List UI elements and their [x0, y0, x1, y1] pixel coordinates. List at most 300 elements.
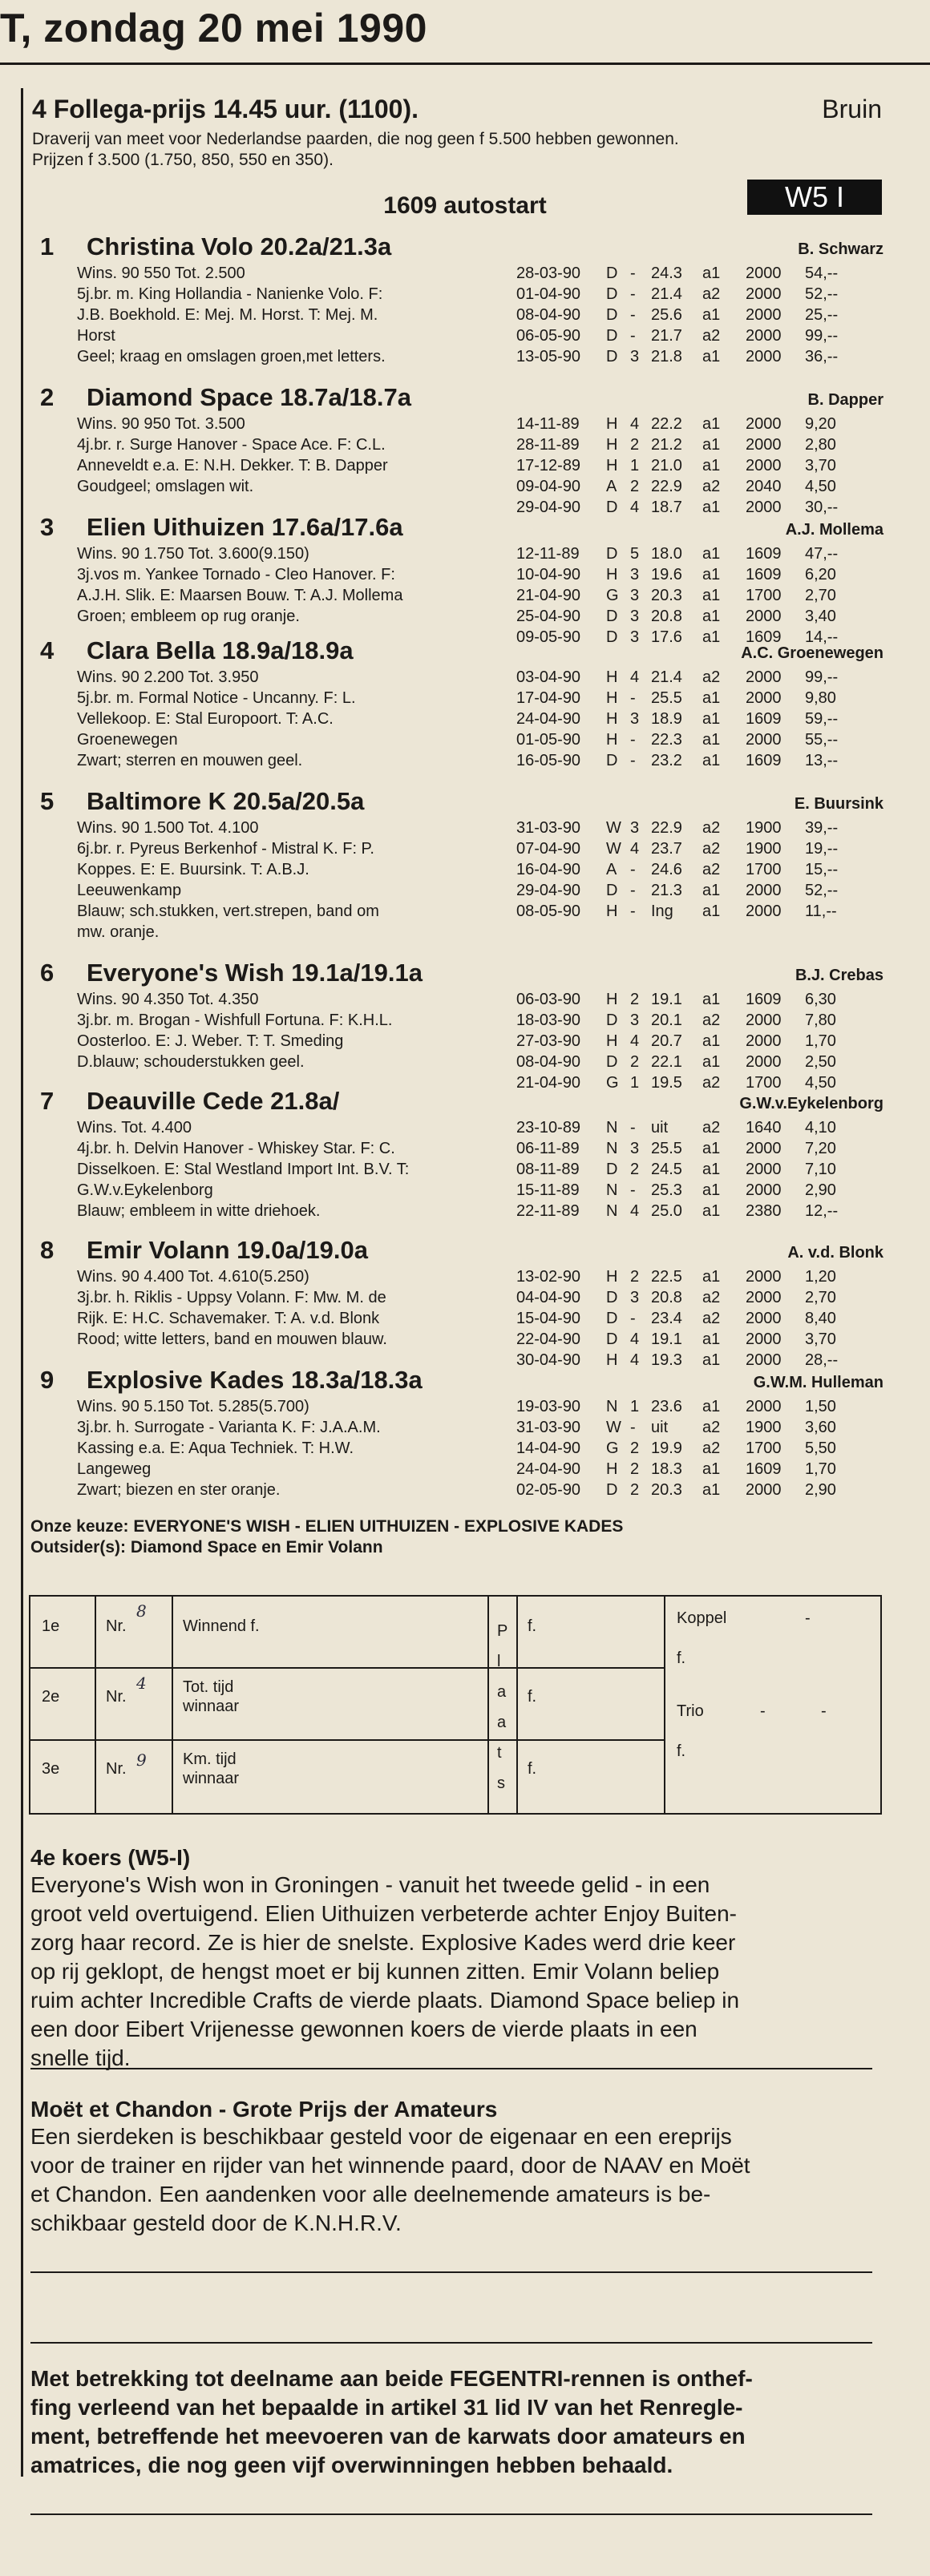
result-odds: 1,70	[805, 1032, 836, 1050]
result-track: G	[606, 1439, 619, 1457]
result-cls: a2	[702, 285, 721, 303]
entry-header	[40, 511, 884, 543]
result-row	[516, 564, 884, 585]
driver-name: A. v.d. Blonk	[787, 1244, 884, 1262]
result-odds: 4,50	[805, 478, 836, 495]
result-odds: 1,20	[805, 1268, 836, 1286]
driver-name: G.W.M. Hulleman	[753, 1374, 884, 1391]
result-track: W	[606, 1419, 621, 1436]
koppel-label: Koppel	[677, 1609, 727, 1627]
result-pos: 4	[630, 1202, 640, 1220]
result-odds: 2,50	[805, 1053, 836, 1071]
past-results	[516, 1396, 884, 1500]
race-review	[30, 1845, 888, 2073]
result-dist: 2000	[746, 668, 782, 686]
result-cls: a1	[702, 1202, 721, 1220]
place-2-handwritten-number: 4	[136, 1674, 147, 1693]
result-row	[516, 729, 884, 750]
result-date: 06-11-89	[516, 1140, 580, 1157]
result-dist: 2000	[746, 348, 782, 365]
result-odds: 3,70	[805, 457, 836, 474]
driver-name: B. Schwarz	[798, 240, 884, 258]
result-pos: 2	[630, 1268, 640, 1286]
result-track: D	[606, 608, 618, 625]
result-date: 17-12-89	[516, 457, 581, 474]
horse-info-line: A.J.H. Slik. E: Maarsen Bouw. T: A.J. Mollema	[77, 587, 403, 604]
result-pos: -	[630, 752, 636, 769]
result-odds: 6,30	[805, 991, 836, 1008]
result-time: 25.5	[651, 689, 682, 707]
result-date: 22-04-90	[516, 1330, 581, 1348]
result-cls: a1	[702, 348, 721, 365]
result-time: 20.8	[651, 1289, 682, 1306]
result-date: 09-05-90	[516, 628, 581, 646]
result-pos: 4	[630, 499, 640, 516]
result-track: N	[606, 1140, 618, 1157]
result-row	[516, 1417, 884, 1438]
result-odds: 1,50	[805, 1398, 836, 1415]
result-cls: a1	[702, 457, 721, 474]
section-divider	[30, 2271, 872, 2273]
result-pos: 4	[630, 415, 640, 433]
horse-info-line: 6j.br. r. Pyreus Berkenhof - Mistral K. F: P.	[77, 840, 374, 858]
result-track: H	[606, 710, 618, 728]
result-time: 20.8	[651, 608, 682, 625]
horse-info-line: D.blauw; schouderstukken geel.	[77, 1053, 305, 1071]
result-row	[516, 1010, 884, 1031]
horse-info	[77, 1396, 526, 1500]
entry-number: 5	[40, 787, 55, 815]
entry-header	[40, 382, 884, 414]
result-track: D	[606, 306, 618, 324]
trio-f-label: f.	[677, 1742, 686, 1760]
result-time: 21.4	[651, 285, 682, 303]
fegentri-notice: Met betrekking tot deelname aan beide FEGENTRI-rennen is onthef- fing verleend van het bepaalde in artikel 31 lid IV van het Renregle- ment, betreffende het meevoeren van de karwats door amateurs en amatrices, die nog geen vijf overwinningen hebben behaald.	[30, 2366, 753, 2477]
place-1-nr-label: Nr.	[106, 1617, 127, 1635]
result-track: D	[606, 1330, 618, 1348]
result-pos: 2	[630, 1481, 640, 1499]
result-pos: 2	[630, 1439, 640, 1457]
horse-info-line: Wins. 90 2.200 Tot. 3.950	[77, 668, 259, 686]
result-cls: a1	[702, 264, 721, 282]
horse-info	[77, 414, 526, 497]
horse-info-line: Wins. 90 1.500 Tot. 4.100	[77, 819, 259, 837]
result-row	[516, 606, 884, 627]
horse-info-line: Wins. 90 1.750 Tot. 3.600(9.150)	[77, 545, 309, 563]
entry-number: 3	[40, 513, 55, 541]
result-pos: 1	[630, 1074, 640, 1092]
result-pos: 3	[630, 819, 640, 837]
result-track: D	[606, 285, 618, 303]
result-time: 25.3	[651, 1181, 682, 1199]
horse-info-line: 3j.br. h. Surrogate - Varianta K. F: J.A.A.M.	[77, 1419, 381, 1436]
plaats-2-label: f.	[528, 1688, 537, 1706]
result-time: 17.6	[651, 628, 682, 646]
result-cls: a2	[702, 1074, 721, 1092]
result-dist: 2000	[746, 306, 782, 324]
result-track: D	[606, 327, 618, 345]
horse-info-line: 5j.br. m. King Hollandia - Nanienke Volo. F:	[77, 285, 383, 303]
result-date: 02-05-90	[516, 1481, 581, 1499]
result-row	[516, 1480, 884, 1500]
plaats-vertical-label: P l a a t s	[497, 1622, 508, 1792]
form-divider	[30, 1739, 664, 1741]
horse-info-line: Vellekoop. E: Stal Europoort. T: A.C.	[77, 710, 334, 728]
newspaper-masthead: T, zondag 20 mei 1990	[0, 6, 427, 50]
result-date: 19-03-90	[516, 1398, 581, 1415]
result-pos: 2	[630, 991, 640, 1008]
horse-info	[77, 818, 526, 943]
horse-info	[77, 1117, 526, 1221]
result-odds: 2,80	[805, 436, 836, 454]
result-cls: a2	[702, 1439, 721, 1457]
result-cls: a1	[702, 1481, 721, 1499]
past-results	[516, 1266, 884, 1371]
past-results	[516, 1117, 884, 1221]
horse-info-line: Anneveldt e.a. E: N.H. Dekker. T: B. Dapper	[77, 457, 388, 474]
horse-name: Deauville Cede 21.8a/	[87, 1087, 340, 1115]
result-dist: 1640	[746, 1119, 782, 1137]
result-time: 19.1	[651, 991, 682, 1008]
horse-info-line: Wins. Tot. 4.400	[77, 1119, 192, 1137]
result-date: 21-04-90	[516, 1074, 581, 1092]
past-results	[516, 414, 884, 518]
result-dist: 2000	[746, 415, 782, 433]
result-row	[516, 325, 884, 346]
result-odds: 4,50	[805, 1074, 836, 1092]
result-dist: 2000	[746, 731, 782, 749]
result-dist: 2000	[746, 327, 782, 345]
result-cls: a1	[702, 587, 721, 604]
result-date: 15-11-89	[516, 1181, 580, 1199]
entry-header	[40, 785, 884, 818]
entry-4	[40, 635, 884, 769]
result-dist: 2000	[746, 499, 782, 516]
result-date: 22-11-89	[516, 1202, 580, 1220]
result-dist: 2000	[746, 608, 782, 625]
our-choice	[30, 1516, 623, 1558]
entry-5	[40, 785, 884, 941]
result-dist: 1700	[746, 1074, 782, 1092]
result-row	[516, 284, 884, 305]
entry-1	[40, 231, 884, 365]
result-time: 19.9	[651, 1439, 682, 1457]
race-header	[32, 95, 882, 171]
result-pos: -	[630, 902, 636, 920]
koppel-dash: -	[805, 1609, 811, 1627]
result-odds: 59,--	[805, 710, 839, 728]
result-time: 21.4	[651, 668, 682, 686]
result-dist: 1609	[746, 752, 782, 769]
result-cls: a2	[702, 1419, 721, 1436]
result-dist: 1609	[746, 710, 782, 728]
horse-info	[77, 543, 526, 627]
horse-info-line: Disselkoen. E: Stal Westland Import Int. B.V. T:	[77, 1161, 410, 1178]
result-time: 18.3	[651, 1460, 682, 1478]
result-time: 19.6	[651, 566, 682, 583]
result-odds: 8,40	[805, 1310, 836, 1327]
result-dist: 2000	[746, 1398, 782, 1415]
result-track: H	[606, 1032, 618, 1050]
result-date: 13-02-90	[516, 1268, 581, 1286]
result-track: H	[606, 668, 618, 686]
result-dist: 2000	[746, 1330, 782, 1348]
result-row	[516, 1201, 884, 1221]
result-pos: 5	[630, 545, 640, 563]
result-pos: 2	[630, 436, 640, 454]
result-dist: 1700	[746, 861, 782, 878]
result-odds: 7,80	[805, 1011, 836, 1029]
result-time: 18.9	[651, 710, 682, 728]
result-pos: -	[630, 689, 636, 707]
entry-header	[40, 957, 884, 989]
result-date: 06-03-90	[516, 991, 581, 1008]
result-odds: 55,--	[805, 731, 839, 749]
result-track: D	[606, 628, 618, 646]
result-date: 12-11-89	[516, 545, 580, 563]
result-dist: 2000	[746, 1310, 782, 1327]
result-row	[516, 750, 884, 771]
result-dist: 2000	[746, 1140, 782, 1157]
result-track: H	[606, 457, 618, 474]
result-row	[516, 1138, 884, 1159]
horse-info-line: Wins. 90 4.400 Tot. 4.610(5.250)	[77, 1268, 309, 1286]
horse-name: Everyone's Wish 19.1a/19.1a	[87, 959, 423, 987]
result-track: D	[606, 1011, 618, 1029]
horse-name: Clara Bella 18.9a/18.9a	[87, 636, 354, 664]
result-row	[516, 1459, 884, 1480]
result-row	[516, 838, 884, 859]
winnend-label: Winnend f.	[183, 1617, 260, 1635]
result-row	[516, 263, 884, 284]
past-results	[516, 818, 884, 922]
driver-name: A.J. Mollema	[785, 521, 884, 539]
result-date: 17-04-90	[516, 689, 581, 707]
result-cls: a1	[702, 1268, 721, 1286]
result-odds: 15,--	[805, 861, 839, 878]
result-odds: 19,--	[805, 840, 839, 858]
result-row	[516, 543, 884, 564]
result-time: 21.3	[651, 882, 682, 899]
result-track: D	[606, 752, 618, 769]
result-cls: a1	[702, 752, 721, 769]
horse-name: Diamond Space 18.7a/18.7a	[87, 383, 411, 411]
result-track: H	[606, 1268, 618, 1286]
result-row	[516, 1438, 884, 1459]
result-row	[516, 1329, 884, 1350]
result-dist: 1900	[746, 1419, 782, 1436]
result-pos: 3	[630, 587, 640, 604]
result-dist: 2000	[746, 1181, 782, 1199]
result-cls: a2	[702, 1011, 721, 1029]
horse-info-line: Rijk. E: H.C. Schavemaker. T: A. v.d. Blonk	[77, 1310, 380, 1327]
result-time: 24.3	[651, 264, 682, 282]
result-date: 30-04-90	[516, 1351, 581, 1369]
result-time: 24.5	[651, 1161, 682, 1178]
result-pos: -	[630, 264, 636, 282]
result-pos: -	[630, 731, 636, 749]
result-date: 29-04-90	[516, 882, 581, 899]
entry-2	[40, 382, 884, 516]
form-divider	[30, 1667, 664, 1669]
result-track: D	[606, 348, 618, 365]
result-cls: a1	[702, 882, 721, 899]
result-time: 25.6	[651, 306, 682, 324]
result-odds: 2,70	[805, 587, 836, 604]
result-date: 10-04-90	[516, 566, 581, 583]
result-cls: a1	[702, 628, 721, 646]
entry-header	[40, 1085, 884, 1117]
form-divider	[95, 1597, 96, 1813]
place-2-nr-label: Nr.	[106, 1688, 127, 1706]
horse-info-line: Koppes. E: E. Buursink. T: A.B.J.	[77, 861, 309, 878]
horse-info-line: Wins. 90 4.350 Tot. 4.350	[77, 991, 259, 1008]
trio-label: Trio	[677, 1702, 704, 1720]
horse-info-line: G.W.v.Eykelenborg	[77, 1181, 213, 1199]
result-cls: a2	[702, 1119, 721, 1137]
result-time: 18.7	[651, 499, 682, 516]
result-odds: 25,--	[805, 306, 839, 324]
result-dist: 2000	[746, 436, 782, 454]
result-cls: a1	[702, 1161, 721, 1178]
result-time: 25.5	[651, 1140, 682, 1157]
result-pos: -	[630, 861, 636, 878]
result-date: 14-11-89	[516, 415, 580, 433]
driver-name: G.W.v.Eykelenborg	[739, 1095, 884, 1112]
entry-header	[40, 1234, 884, 1266]
result-row	[516, 859, 884, 880]
result-dist: 2000	[746, 689, 782, 707]
result-pos: 3	[630, 710, 640, 728]
result-time: 23.4	[651, 1310, 682, 1327]
result-row	[516, 476, 884, 497]
race-description-line: Prijzen f 3.500 (1.750, 850, 550 en 350).	[32, 151, 334, 169]
result-pos: 3	[630, 608, 640, 625]
result-odds: 4,10	[805, 1119, 836, 1137]
result-cls: a1	[702, 566, 721, 583]
amateurs-prize	[30, 2097, 888, 2238]
result-dist: 2000	[746, 1161, 782, 1178]
result-cls: a2	[702, 1289, 721, 1306]
result-track: D	[606, 499, 618, 516]
horse-info-line: 3j.vos m. Yankee Tornado - Cleo Hanover. F:	[77, 566, 395, 583]
horse-info-line: Geel; kraag en omslagen groen,met letters.	[77, 348, 386, 365]
result-cls: a1	[702, 710, 721, 728]
past-results	[516, 989, 884, 1093]
result-odds: 3,70	[805, 1330, 836, 1348]
result-row	[516, 1052, 884, 1072]
result-track: D	[606, 1161, 618, 1178]
result-row	[516, 1159, 884, 1180]
horse-info	[77, 1266, 526, 1350]
result-odds: 7,10	[805, 1161, 836, 1178]
result-track: D	[606, 264, 618, 282]
our-choice-picks: Onze keuze: EVERYONE'S WISH - ELIEN UITHUIZEN - EXPLOSIVE KADES	[30, 1517, 624, 1536]
entry-number: 2	[40, 383, 55, 411]
result-pos: -	[630, 1419, 636, 1436]
result-cls: a1	[702, 1351, 721, 1369]
result-time: 18.0	[651, 545, 682, 563]
result-pos: 3	[630, 566, 640, 583]
result-odds: 47,--	[805, 545, 839, 563]
place-1-handwritten-number: 8	[136, 1601, 147, 1621]
result-cls: a1	[702, 1140, 721, 1157]
result-time: 19.1	[651, 1330, 682, 1348]
entry-3	[40, 511, 884, 646]
race-review-title: 4e koers (W5-I)	[30, 1845, 191, 1870]
result-dist: 1609	[746, 566, 782, 583]
result-date: 04-04-90	[516, 1289, 581, 1306]
result-row	[516, 1117, 884, 1138]
result-time: 19.5	[651, 1074, 682, 1092]
result-row	[516, 1396, 884, 1417]
form-divider	[664, 1597, 665, 1813]
result-row	[516, 989, 884, 1010]
result-time: 22.1	[651, 1053, 682, 1071]
result-odds: 99,--	[805, 327, 839, 345]
result-date: 08-04-90	[516, 1053, 581, 1071]
result-time: 22.3	[651, 731, 682, 749]
result-cls: a1	[702, 689, 721, 707]
result-odds: 12,--	[805, 1202, 839, 1220]
outsiders: Outsider(s): Diamond Space en Emir Volann	[30, 1538, 383, 1557]
result-time: 22.9	[651, 478, 682, 495]
result-pos: 4	[630, 1032, 640, 1050]
result-odds: 28,--	[805, 1351, 839, 1369]
result-cls: a1	[702, 1032, 721, 1050]
result-pos: 4	[630, 1330, 640, 1348]
result-dist: 1700	[746, 1439, 782, 1457]
result-date: 29-04-90	[516, 499, 581, 516]
past-results	[516, 263, 884, 367]
result-pos: 3	[630, 628, 640, 646]
koppel-f-label: f.	[677, 1649, 686, 1667]
result-cls: a2	[702, 819, 721, 837]
result-date: 08-11-89	[516, 1161, 580, 1178]
result-track: D	[606, 1289, 618, 1306]
result-dist: 2000	[746, 882, 782, 899]
result-pos: 2	[630, 478, 640, 495]
result-row	[516, 818, 884, 838]
result-pos: 3	[630, 348, 640, 365]
section-divider	[30, 2342, 872, 2344]
past-results	[516, 667, 884, 771]
result-track: D	[606, 1053, 618, 1071]
result-dist: 2000	[746, 457, 782, 474]
result-track: H	[606, 415, 618, 433]
result-track: N	[606, 1181, 618, 1199]
result-dist: 1700	[746, 587, 782, 604]
result-odds: 36,--	[805, 348, 839, 365]
result-time: 22.9	[651, 819, 682, 837]
result-dist: 2000	[746, 285, 782, 303]
result-pos: -	[630, 882, 636, 899]
result-pos: 4	[630, 1351, 640, 1369]
result-odds: 3,40	[805, 608, 836, 625]
result-date: 16-04-90	[516, 861, 581, 878]
result-time: 19.3	[651, 1351, 682, 1369]
result-date: 18-03-90	[516, 1011, 581, 1029]
result-dist: 2040	[746, 478, 782, 495]
result-pos: -	[630, 1119, 636, 1137]
result-row	[516, 1180, 884, 1201]
result-dist: 2000	[746, 1268, 782, 1286]
horse-info-line: Wins. 90 5.150 Tot. 5.285(5.700)	[77, 1398, 309, 1415]
result-cls: a2	[702, 327, 721, 345]
km-tijd-sublabel: winnaar	[183, 1770, 240, 1787]
result-odds: 52,--	[805, 285, 839, 303]
result-track: N	[606, 1398, 618, 1415]
